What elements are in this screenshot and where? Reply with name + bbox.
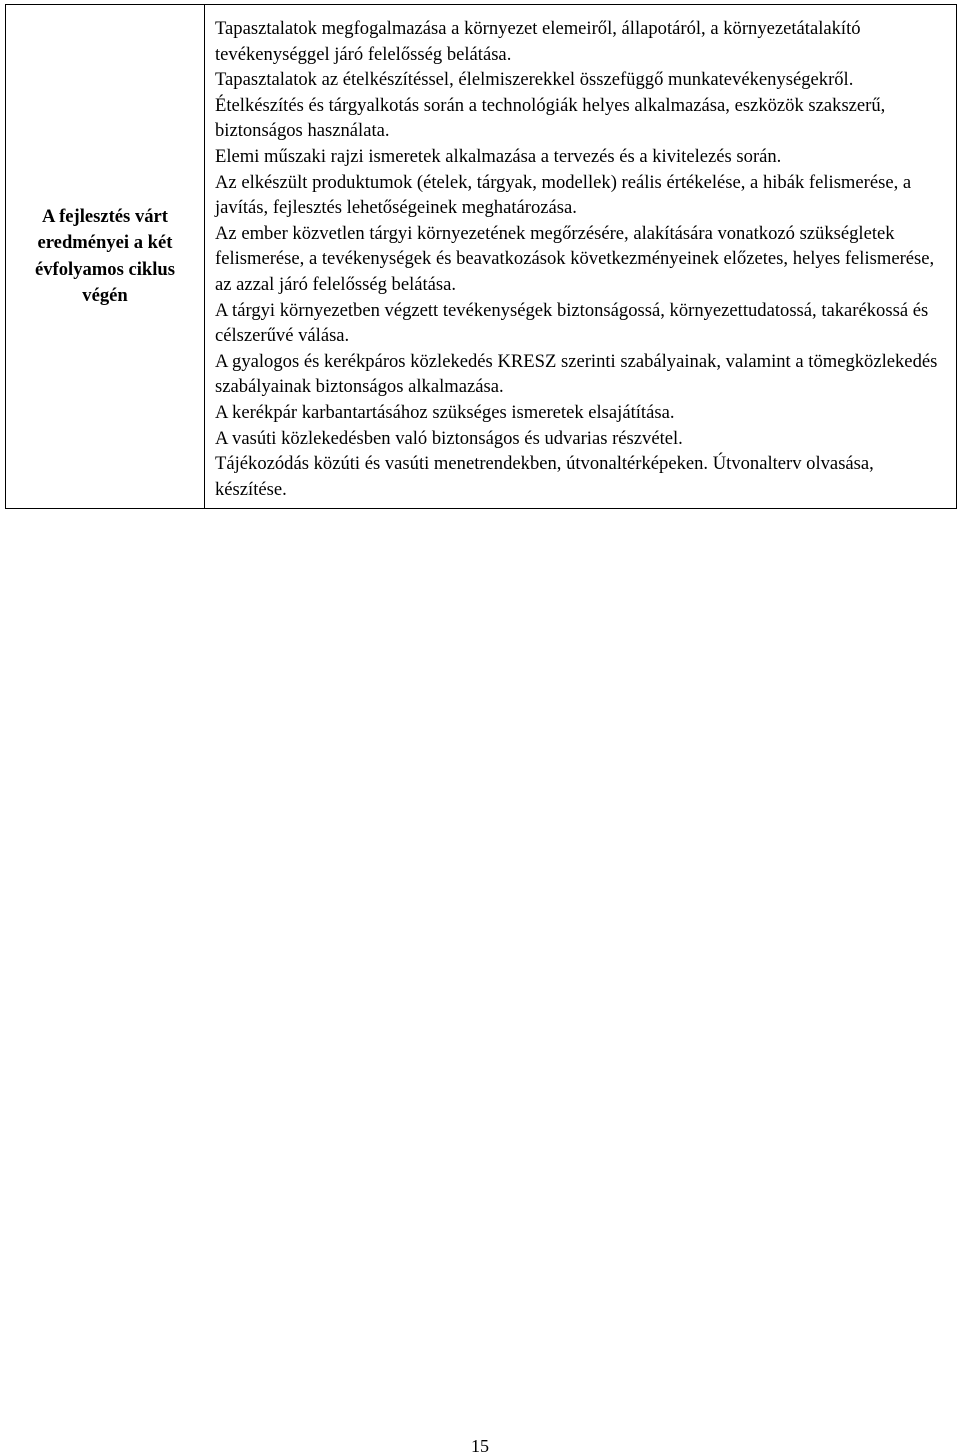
row-label: A fejlesztés várt eredményei a két évfolyamos ciklus végén bbox=[35, 205, 175, 307]
outcome-item: Tapasztalatok megfogalmazása a környezet elemeiről, állapotáról, a környezetátalakító tevékenységgel járó felelősség belátása. bbox=[215, 18, 861, 65]
outcome-item: A kerékpár karbantartásához szükséges ismeretek elsajátítása. bbox=[215, 401, 675, 423]
outcome-item: Az ember közvetlen tárgyi környezetének megőrzésére, alakítására vonatkozó szükségletek felismerése, a tevékenységek és beavatkozások következményeinek előzetes, helyes felismerése, az azzal járó felelősség belátása. bbox=[215, 222, 935, 295]
outcomes-table bbox=[5, 4, 957, 509]
outcome-item: Elemi műszaki rajzi ismeretek alkalmazása a tervezés és a kivitelezés során. bbox=[215, 145, 782, 167]
page-number: 15 bbox=[471, 1436, 489, 1456]
outcomes-content-cell bbox=[205, 5, 957, 509]
outcome-item: Tájékozódás közúti és vasúti menetrendekben, útvonaltérképeken. Útvonalterv olvasása, készítése. bbox=[215, 453, 874, 500]
outcome-item: Tapasztalatok az ételkészítéssel, élelmiszerekkel összefüggő munkatevékenységekről. bbox=[215, 69, 854, 91]
outcome-item: A vasúti közlekedésben való biztonságos és udvarias részvétel. bbox=[215, 427, 683, 449]
outcome-item: A gyalogos és kerékpáros közlekedés KRESZ szerinti szabályainak, valamint a tömegközlekedés szabályainak biztonságos alkalmazása. bbox=[215, 350, 938, 398]
outcome-item: A tárgyi környezetben végzett tevékenységek biztonságossá, környezettudatossá, takarékossá és célszerűvé válása. bbox=[215, 299, 929, 347]
outcome-item: Az elkészült produktumok (ételek, tárgyak, modellek) reális értékelése, a hibák felismerése, a javítás, fejlesztés lehetőségeinek meghatározása. bbox=[215, 171, 912, 219]
row-label-cell bbox=[6, 5, 205, 509]
outcome-item: Ételkészítés és tárgyalkotás során a technológiák helyes alkalmazása, eszközök szakszerű, biztonságos használata. bbox=[215, 94, 886, 142]
table-row bbox=[6, 5, 957, 509]
